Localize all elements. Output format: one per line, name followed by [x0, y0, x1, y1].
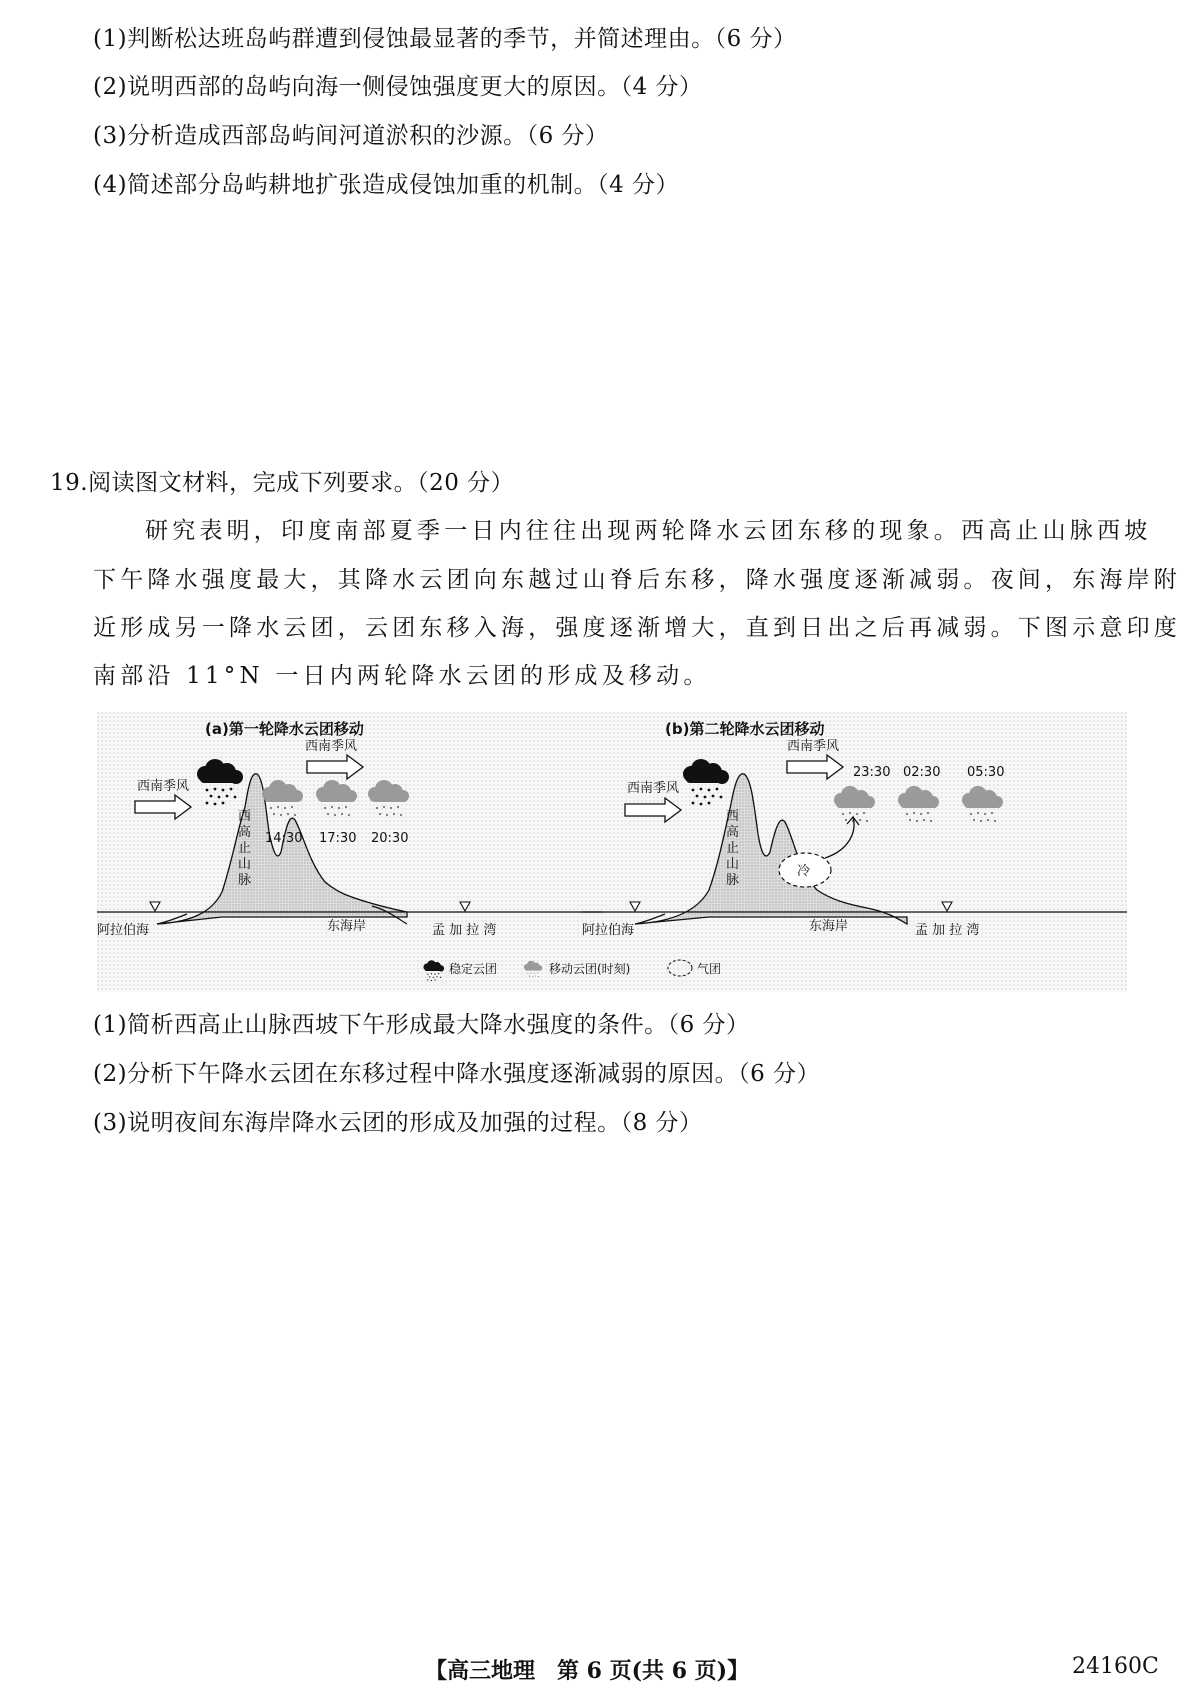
- q19-paragraph-line-2: 下午降水强度最大，其降水云团向东越过山脊后东移，降水强度逐渐减弱。夜间，东海岸附: [93, 567, 1181, 593]
- panel-b-mountain-label: [726, 809, 739, 888]
- panel-a-mountain-label: [238, 809, 251, 888]
- svg-text:止: 止: [726, 841, 740, 856]
- q19-paragraph-line-3: 近形成另一降水云团，云团东移入海，强度逐渐增大，直到日出之后再减弱。下图示意印度: [93, 615, 1181, 641]
- rain-cloud-figure: [97, 712, 1127, 992]
- panel-b-time-2: 02:30: [903, 765, 941, 780]
- panel-a-bay-label: 孟 加 拉 湾: [432, 923, 497, 938]
- svg-text:山: 山: [238, 857, 252, 872]
- panel-a-time-2: 17:30: [319, 831, 357, 846]
- panel-a-arabian-sea-label: 阿拉伯海: [97, 923, 150, 938]
- svg-text:西: 西: [238, 809, 252, 824]
- panel-b-east-coast-label: 东海岸: [809, 919, 849, 934]
- panel-a-wind-label-left: 西南季风: [137, 779, 190, 794]
- panel-b-wind-label-left: 西南季风: [627, 781, 680, 796]
- q19-sub-question-3: (3)说明夜间东海岸降水云团的形成及加强的过程。（8 分）: [93, 1110, 703, 1136]
- panel-b-cold-label: 冷: [797, 864, 811, 879]
- q19-sub-question-2: (2)分析下午降水云团在东移过程中降水强度逐渐减弱的原因。（6 分）: [93, 1061, 821, 1087]
- legend-airmass-label: 气团: [697, 962, 722, 976]
- panel-a-time-3: 20:30: [371, 831, 409, 846]
- svg-text:高: 高: [726, 825, 740, 840]
- panel-b-arabian-sea-label: 阿拉伯海: [582, 923, 635, 938]
- prev-question-4: (4)简述部分岛屿耕地扩张造成侵蚀加重的机制。（4 分）: [93, 172, 680, 198]
- prev-question-3: (3)分析造成西部岛屿间河道淤积的沙源。（6 分）: [93, 123, 609, 149]
- q19-paragraph-line-1: 研究表明，印度南部夏季一日内往往出现两轮降水云团东移的现象。西高止山脉西坡: [145, 518, 1152, 544]
- legend-stable-label: 稳定云团: [449, 962, 498, 976]
- panel-b-wind-label-right: 西南季风: [787, 739, 840, 754]
- svg-text:西: 西: [726, 809, 740, 824]
- svg-text:高: 高: [238, 825, 252, 840]
- prev-question-2: (2)说明西部的岛屿向海一侧侵蚀强度更大的原因。（4 分）: [93, 74, 703, 100]
- svg-text:脉: 脉: [726, 873, 740, 888]
- q19-sub-question-1: (1)简析西高止山脉西坡下午形成最大降水强度的条件。（6 分）: [93, 1012, 750, 1038]
- panel-b-time-1: 23:30: [853, 765, 891, 780]
- panel-b-time-3: 05:30: [967, 765, 1005, 780]
- panel-a-title: (a)第一轮降水云团移动: [205, 720, 364, 738]
- page-footer-code: 24160C: [1072, 1654, 1159, 1679]
- prev-question-1: (1)判断松达班岛屿群遭到侵蚀最显著的季节，并简述理由。（6 分）: [93, 26, 797, 52]
- q19-heading: 19.阅读图文材料，完成下列要求。（20 分）: [50, 470, 515, 496]
- svg-text:止: 止: [238, 841, 252, 856]
- panel-b-bay-label: 孟 加 拉 湾: [915, 923, 980, 938]
- panel-b-title: (b)第二轮降水云团移动: [665, 720, 825, 738]
- panel-a-time-1: 14:30: [265, 831, 303, 846]
- q19-paragraph-line-4: 南部沿 11°N 一日内两轮降水云团的形成及移动。: [93, 663, 711, 689]
- panel-a-wind-label-right: 西南季风: [305, 739, 358, 754]
- page-footer-title: 【高三地理 第 6 页(共 6 页)】: [425, 1658, 750, 1684]
- legend-moving-label: 移动云团(时刻): [549, 962, 631, 976]
- panel-a-east-coast-label: 东海岸: [327, 919, 367, 934]
- svg-text:脉: 脉: [238, 873, 252, 888]
- svg-text:山: 山: [726, 857, 740, 872]
